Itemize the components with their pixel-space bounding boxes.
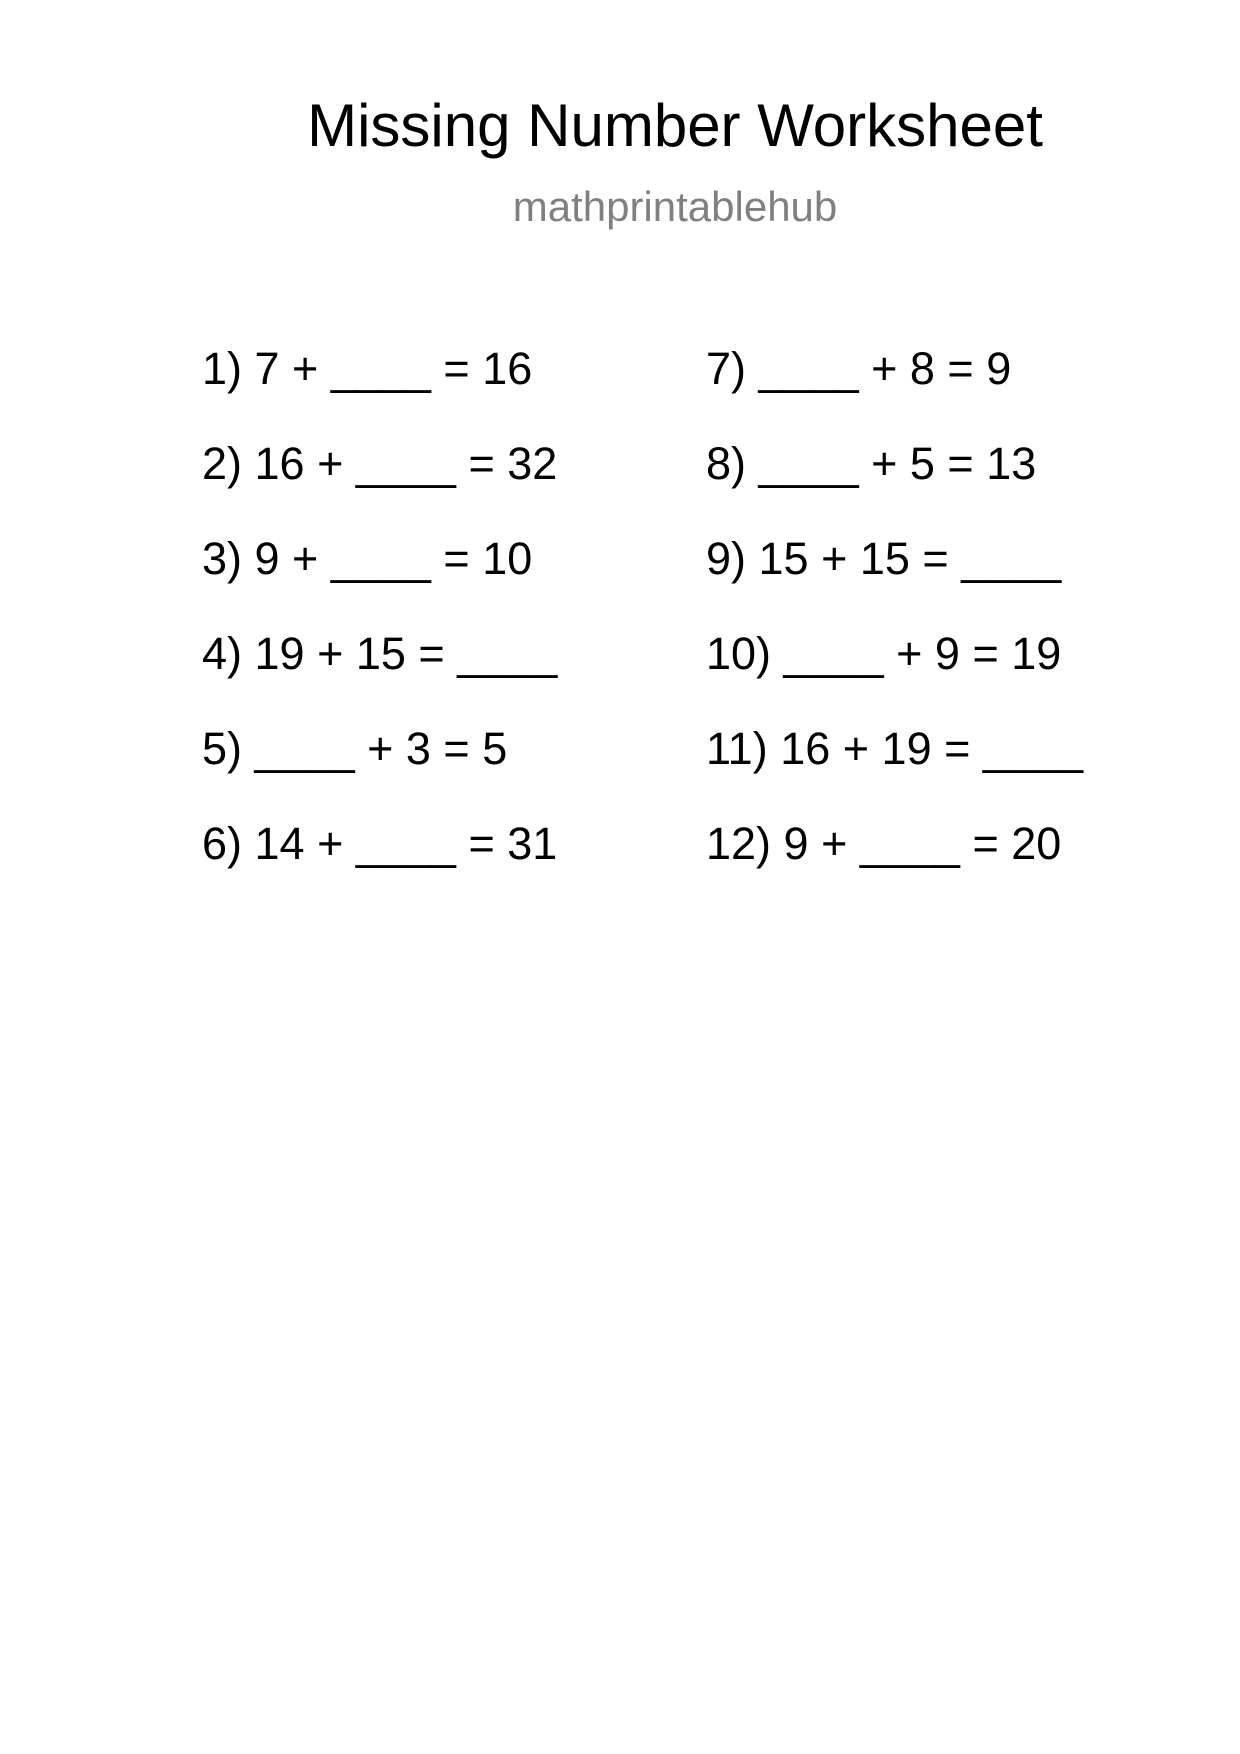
problem-item: 11) 16 + 19 = ____: [706, 723, 1083, 774]
problem-item: 1) 7 + ____ = 16: [202, 343, 533, 394]
problems-right-column: [706, 343, 1083, 916]
page-subtitle: mathprintablehub: [512, 183, 838, 230]
problem-item: 12) 9 + ____ = 20: [706, 818, 1062, 869]
problem-item: 5) ____ + 3 = 5: [202, 723, 508, 774]
problem-item: 9) 15 + 15 = ____: [706, 533, 1062, 584]
problem-item: 3) 9 + ____ = 10: [202, 533, 533, 584]
problem-item: 6) 14 + ____ = 31: [202, 818, 558, 869]
page-title: Missing Number Worksheet: [307, 92, 1043, 159]
problem-item: 4) 19 + 15 = ____: [202, 628, 558, 679]
problem-item: 10) ____ + 9 = 19: [706, 628, 1062, 679]
problem-item: 7) ____ + 8 = 9: [706, 343, 1012, 394]
problem-item: 2) 16 + ____ = 32: [202, 438, 558, 489]
problem-item: 8) ____ + 5 = 13: [706, 438, 1037, 489]
problems-left-column: [202, 343, 558, 916]
